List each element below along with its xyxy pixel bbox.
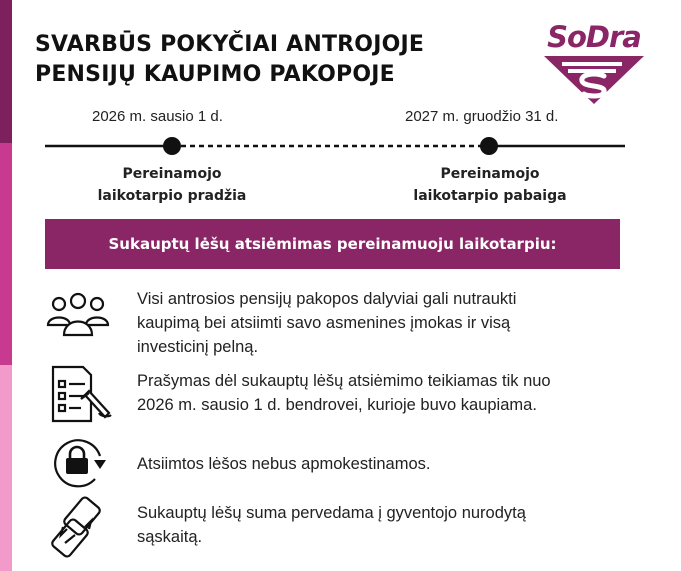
- logo-text: SoDra: [547, 20, 641, 54]
- item-text-line: Atsiimtos lėšos nebus apmokestinamos.: [137, 455, 431, 473]
- item-text-line: investicinį pelną.: [137, 338, 259, 356]
- logo-emblem-icon: [544, 54, 644, 106]
- start-date: 2026 m. sausio 1 d.: [92, 108, 223, 125]
- start-label-line-2: laikotarpio pradžia: [97, 188, 247, 204]
- section-banner: Sukauptų lėšų atsiėmimas pereinamuoju laikotarpiu:: [45, 219, 620, 269]
- start-label-line-1: Pereinamojo: [122, 166, 222, 182]
- page-title: [35, 30, 475, 90]
- item-text-line: Prašymas dėl sukauptų lėšų atsiėmimo teikiamas tik nuo: [137, 372, 551, 390]
- item-text-line: Visi antrosios pensijų pakopos dalyviai gali nutraukti: [137, 290, 517, 308]
- lock-refresh-icon: [45, 434, 111, 490]
- people-group-icon: [45, 291, 111, 345]
- side-bar-dark: [0, 0, 12, 143]
- title-line-2: PENSIJŲ KAUPIMO PAKOPOJE: [35, 62, 395, 87]
- item-text: [137, 501, 637, 549]
- item-text: [137, 452, 637, 476]
- sodra-logo: [532, 20, 656, 110]
- item-text-line: Sukauptų lėšų suma pervedama į gyventojo nurodytą: [137, 504, 526, 522]
- end-label: [405, 163, 575, 207]
- item-text-line: sąskaitą.: [137, 528, 203, 546]
- start-label: [87, 163, 257, 207]
- item-text-line: kaupimą bei atsiimti savo asmenines įmokas ir visą: [137, 314, 511, 332]
- item-text-line: 2026 m. sausio 1 d. bendrovei, kurioje buvo kaupiama.: [137, 396, 537, 414]
- end-label-line-1: Pereinamojo: [440, 166, 540, 182]
- end-label-line-2: laikotarpio pabaiga: [413, 188, 567, 204]
- timeline-end-dot: [480, 137, 498, 155]
- timeline: [45, 134, 625, 158]
- side-bar-light: [0, 365, 12, 571]
- side-bar-mid: [0, 143, 12, 365]
- document-signing-icon: [45, 365, 115, 425]
- card-transfer-icon: [45, 495, 111, 559]
- timeline-start-dot: [163, 137, 181, 155]
- end-date: 2027 m. gruodžio 31 d.: [405, 108, 559, 125]
- title-line-1: SVARBŪS POKYČIAI ANTROJOJE: [35, 32, 425, 57]
- item-text: [137, 287, 637, 359]
- item-text: [137, 369, 637, 417]
